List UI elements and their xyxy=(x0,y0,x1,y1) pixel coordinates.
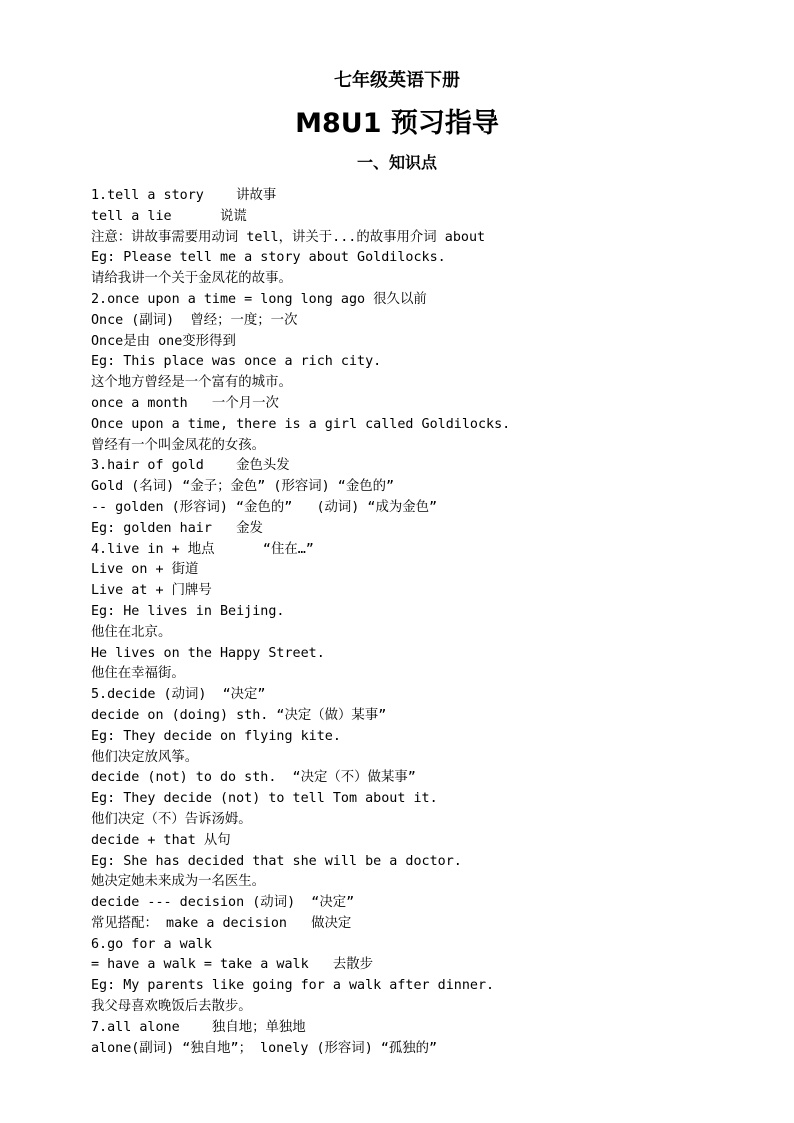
content-line: decide --- decision (动词) “决定” xyxy=(91,895,355,911)
content-line: 1.tell a story 讲故事 xyxy=(91,188,277,203)
content-line: Eg: He lives in Beijing. xyxy=(91,603,285,619)
content-line: Eg: Please tell me a story about Goldilocks. xyxy=(91,250,446,266)
content-line: alone(副词) “独自地”； lonely (形容词) “孤独的” xyxy=(91,1040,438,1056)
content-line: 注意：讲故事需要用动词 tell，讲关于...的故事用介词 about xyxy=(91,229,486,245)
subject-title: 七年级英语下册 xyxy=(334,70,460,91)
content-line: 请给我讲一个关于金凤花的故事。 xyxy=(91,271,292,287)
content-line: Gold (名词) “金子；金色” (形容词) “金色的” xyxy=(91,479,395,495)
knowledge-points-list xyxy=(91,186,731,1059)
section-heading: 一、知识点 xyxy=(356,153,437,172)
content-line: Eg: This place was once a rich city. xyxy=(91,354,382,370)
content-line: 曾经有一个叫金凤花的女孩。 xyxy=(91,437,266,453)
content-line: tell a lie 说谎 xyxy=(91,208,247,224)
content-line: 她决定她未来成为一名医生。 xyxy=(91,874,266,890)
content-line: 2.once upon a time = long long ago 很久以前 xyxy=(91,291,427,307)
content-line: He lives on the Happy Street. xyxy=(91,645,325,661)
content-line: Once是由 one变形得到 xyxy=(91,333,236,349)
content-line: 6.go for a walk xyxy=(91,936,212,952)
content-line: 7.all alone 独自地；单独地 xyxy=(91,1019,306,1035)
lesson-title: M8U1 预习指导 xyxy=(295,108,499,139)
content-line: Once upon a time, there is a girl called Goldilocks. xyxy=(91,416,511,432)
content-line: 我父母喜欢晚饭后去散步。 xyxy=(91,999,252,1015)
content-line: 他住在幸福街。 xyxy=(91,666,185,682)
content-line: Eg: They decide (not) to tell Tom about it. xyxy=(91,791,438,807)
content-line: Eg: golden hair 金发 xyxy=(91,520,263,536)
content-line: Live on + 街道 xyxy=(91,562,199,578)
content-line: decide on (doing) sth. “决定（做）某事” xyxy=(91,707,387,723)
content-line: Live at + 门牌号 xyxy=(91,583,212,599)
content-line: 3.hair of gold 金色头发 xyxy=(91,458,290,474)
content-line: 他们决定（不）告诉汤姆。 xyxy=(91,811,252,827)
content-line: 他们决定放风筝。 xyxy=(91,749,199,765)
content-line: 他住在北京。 xyxy=(91,624,172,640)
content-line: 常见搭配： make a decision 做决定 xyxy=(91,915,352,931)
content-line: Eg: My parents like going for a walk after dinner. xyxy=(91,978,495,994)
content-line: 5.decide (动词) “决定” xyxy=(91,687,266,703)
content-line: 4.live in + 地点 “住在…” xyxy=(91,541,314,557)
content-line: decide + that 从句 xyxy=(91,832,231,848)
content-line: Eg: They decide on flying kite. xyxy=(91,728,341,744)
content-line: = have a walk = take a walk 去散步 xyxy=(91,957,374,973)
content-line: once a month 一个月一次 xyxy=(91,395,279,411)
content-line: Once (副词) 曾经；一度；一次 xyxy=(91,312,298,328)
content-line: decide (not) to do sth. “决定（不）做某事” xyxy=(91,770,416,786)
content-line: -- golden (形容词) “金色的” (动词) “成为金色” xyxy=(91,499,438,515)
content-line: Eg: She has decided that she will be a doctor. xyxy=(91,853,462,869)
content-line: 这个地方曾经是一个富有的城市。 xyxy=(91,375,292,391)
